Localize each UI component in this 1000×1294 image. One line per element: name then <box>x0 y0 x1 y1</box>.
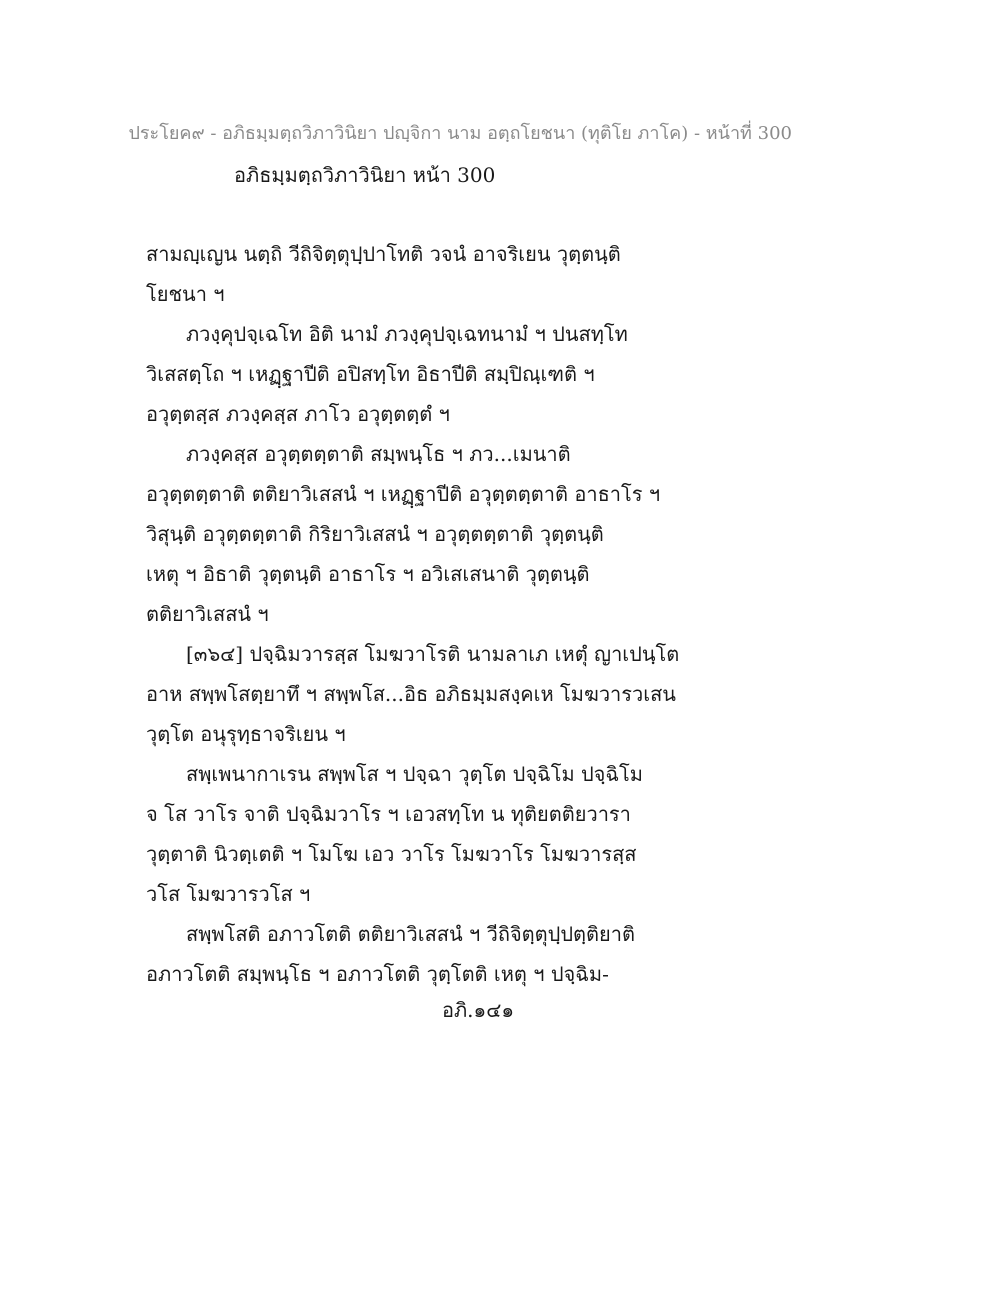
text-line: วิเสสตฺโถ ฯ เหฏฺฐาปีติ อปิสทฺโท อิธาปีติ สมฺปิณฺเฑติ ฯ <box>146 362 595 386</box>
book-title: อภิธมฺมตฺถวิภาวินิยา หน้า 300 <box>234 163 496 187</box>
text-line: เหตุ ฯ อิธาติ วุตฺตนฺติ อาธาโร ฯ อวิเสเสนาติ วุตฺตนฺติ <box>146 562 590 586</box>
text-line: สามญฺเญน นตฺถิ วีถิจิตฺตุปฺปาโทติ วจนํ อาจริเยน วุตฺตนฺติ <box>146 242 621 266</box>
paragraph-first-line: ภวงฺคสฺส อวุตฺตตฺตาติ สมฺพนฺโธ ฯ ภว...เมนาติ <box>186 442 571 466</box>
text-line: วุตฺโต อนุรุทฺธาจริเยน ฯ <box>146 722 346 746</box>
paragraph-first-line: [๓๖๔] ปจฺฉิมวารสฺส โมฆวาโรติ นามลาเภ เหตุํ ญาเปนฺโต <box>186 642 680 666</box>
text-line: อาห สพฺพโสตฺยาทึ ฯ สพฺพโส...อิธ อภิธมฺมสงฺคเห โมฆวารวเสน <box>146 682 676 706</box>
running-header: ประโยค๙ - อภิธมฺมตฺถวิภาวินิยา ปญฺจิกา นาม อตฺถโยชนา (ทุติโย ภาโค) - หน้าที่ 300 <box>128 123 792 144</box>
paragraph-first-line: สพฺเพนากาเรน สพฺพโส ฯ ปจฺฉา วุตฺโต ปจฺฉิโม ปจฺฉิโม <box>186 762 643 786</box>
text-line: วุตฺตาติ นิวตฺเตติ ฯ โมโฆ เอว วาโร โมฆวาโร โมฆวารสฺส <box>146 842 637 866</box>
text-line: ตติยาวิเสสนํ ฯ <box>146 602 269 626</box>
body-text <box>146 238 706 998</box>
paragraph-first-line: สพฺพโสติ อภาวโตติ ตติยาวิเสสนํ ฯ วีถิจิตฺตุปฺปตฺติยาติ <box>186 922 635 946</box>
text-line: วิสุนฺติ อวุตฺตตฺตาติ กิริยาวิเสสนํ ฯ อวุตฺตตฺตาติ วุตฺตนฺติ <box>146 522 604 546</box>
text-line: จ โส วาโร จาติ ปจฺฉิมวาโร ฯ เอวสทฺโท น ทุติยตติยวารา <box>146 802 631 826</box>
text-line: โยชนา ฯ <box>146 282 225 306</box>
text-line: วโส โมฆวารวโส ฯ <box>146 882 311 906</box>
text-line: อวุตฺตสฺส ภวงฺคสฺส ภาโว อวุตฺตตฺตํ ฯ <box>146 402 450 426</box>
text-line: อภาวโตติ สมฺพนฺโธ ฯ อภาวโตติ วุตฺโตติ เหตุ ฯ ปจฺฉิม- <box>146 962 609 986</box>
page-code: อภิ.๑๔๑ <box>441 998 515 1022</box>
text-line: อวุตฺตตฺตาติ ตติยาวิเสสนํ ฯ เหฏฺฐาปีติ อวุตฺตตฺตาติ อาธาโร ฯ <box>146 482 661 506</box>
paragraph-first-line: ภวงฺคุปจฺเฉโท อิติ นามํ ภวงฺคุปจฺเฉทนามํ ฯ ปนสทฺโท <box>186 322 628 346</box>
